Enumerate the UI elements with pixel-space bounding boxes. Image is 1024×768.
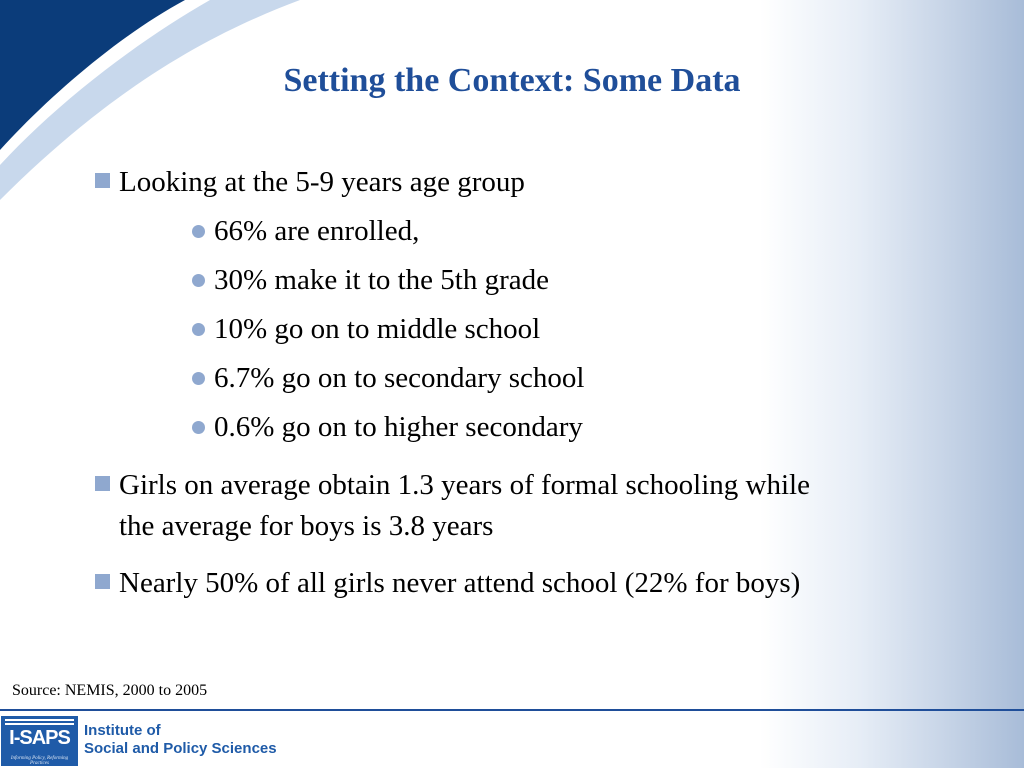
dot-bullet-icon <box>192 274 205 287</box>
isaps-logo <box>1 716 78 766</box>
bullet-girls-schooling-cont: the average for boys is 3.8 years <box>119 510 494 542</box>
square-bullet-icon <box>95 574 110 589</box>
dot-bullet-icon <box>192 421 205 434</box>
institute-name-line2: Social and Policy Sciences <box>84 740 277 757</box>
sub-bullet-secondary: 6.7% go on to secondary school <box>214 362 585 394</box>
source-note: Source: NEMIS, 2000 to 2005 <box>12 682 208 699</box>
bullet-never-attend: Nearly 50% of all girls never attend school (22% for boys) <box>119 567 801 599</box>
institute-name-line1: Institute of <box>84 722 161 739</box>
footer-divider <box>0 709 1024 711</box>
dot-bullet-icon <box>192 225 205 238</box>
logo-tagline: Informing Policy, Reforming Practices <box>10 756 69 766</box>
logo-text: I-SAPS <box>9 727 70 749</box>
sub-bullet-5th-grade: 30% make it to the 5th grade <box>214 264 550 296</box>
bullet-age-group: Looking at the 5-9 years age group <box>119 166 525 198</box>
logo-stripe <box>5 723 74 725</box>
bullet-girls-schooling: Girls on average obtain 1.3 years of formal schooling while <box>119 469 810 501</box>
sub-bullet-higher-secondary: 0.6% go on to higher secondary <box>214 411 583 443</box>
dot-bullet-icon <box>192 323 205 336</box>
sub-bullet-middle-school: 10% go on to middle school <box>214 313 541 345</box>
institute-name <box>84 722 277 758</box>
square-bullet-icon <box>95 173 110 188</box>
dot-bullet-icon <box>192 372 205 385</box>
slide-title: Setting the Context: Some Data <box>283 62 741 99</box>
sub-bullet-enrolled: 66% are enrolled, <box>214 215 420 247</box>
square-bullet-icon <box>95 476 110 491</box>
logo-stripe <box>5 719 74 721</box>
